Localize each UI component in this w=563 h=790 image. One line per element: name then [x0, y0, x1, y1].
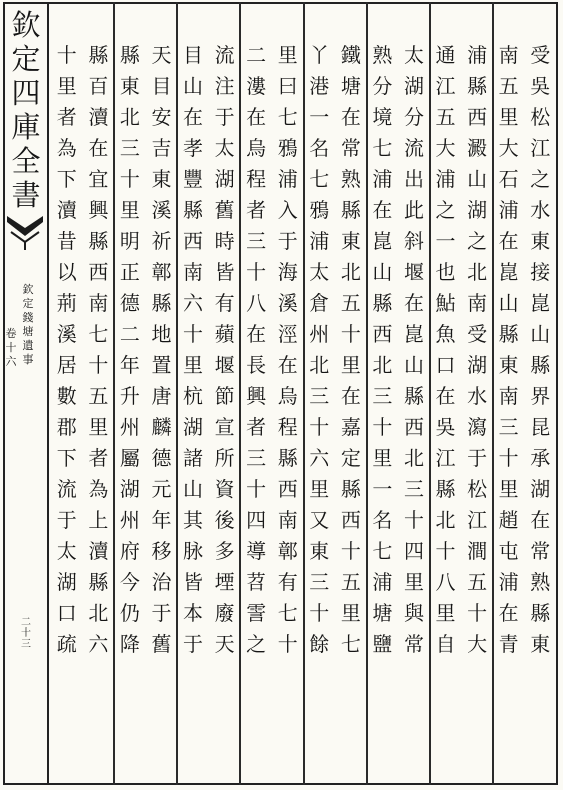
column-rule	[239, 2, 241, 785]
page-number: 二 十 三	[21, 617, 31, 650]
text-column: 縣 百 瀆 在 宜 興 縣 西 南 七 十 五 里 者 為 上 瀆 縣 北 六	[88, 43, 109, 656]
volume-number: 卷 十 六	[5, 327, 17, 368]
column-rule	[113, 2, 115, 785]
text-column: 鐵 塘 在 常 熟 縣 東 北 五 十 里 在 嘉 定 縣 西 十 五 里 七	[340, 43, 361, 656]
column-rule	[176, 2, 178, 785]
book-title-margin: 欽 定 錢 塘 遺 事	[22, 283, 34, 366]
text-column: 受 吳 松 江 之 水 東 接 崑 山 縣 界 昆 承 湖 在 常 熟 縣 東	[530, 43, 551, 656]
text-column: 通 江 五 大 浦 之 一 也 鮎 魚 口 在 吳 江 縣 北 十 八 里 自	[435, 43, 456, 656]
text-column: 十 里 者 為 下 瀆 昔 以 荊 溪 居 數 郡 下 流 于 太 湖 口 疏	[56, 43, 77, 656]
text-column: 太 湖 分 流 出 此 斜 堰 在 崑 山 縣 西 北 三 十 四 里 與 常	[403, 43, 424, 656]
text-column: 二 漊 在 烏 程 者 三 十 八 在 長 興 者 三 十 四 導 苕 霅 之	[246, 43, 267, 656]
text-column: 天 目 安 吉 東 溪 祈 鄣 縣 地 置 唐 麟 德 元 年 移 治 于 舊	[151, 43, 172, 656]
column-rule	[429, 2, 431, 785]
text-column: 南 五 里 大 石 浦 在 崑 山 縣 東 南 三 十 里 趙 屯 浦 在 青	[498, 43, 519, 656]
fishtail-ornament-icon	[5, 212, 45, 252]
text-column: 目 山 在 孝 豐 縣 西 南 六 十 里 杭 湖 諸 山 其 脉 皆 本 于	[183, 43, 204, 656]
text-column: 熟 分 境 七 浦 在 崑 山 縣 西 北 三 十 里 一 名 七 浦 塘 鹽	[372, 43, 393, 656]
text-column: 縣 東 北 三 十 里 明 正 德 二 年 升 州 屬 湖 州 府 今 仍 降	[119, 43, 140, 656]
text-column: 流 注 于 太 湖 舊 時 皆 有 蘋 堰 節 宣 所 資 後 多 堙 廢 天	[214, 43, 235, 656]
column-rule	[492, 2, 494, 785]
column-rule	[303, 2, 305, 785]
text-column: 里 曰 七 鴉 浦 入 于 海 溪 涇 在 烏 程 縣 西 南 鄣 有 七 十	[277, 43, 298, 656]
page-title: 欽 定 四 庫 全 書	[11, 8, 41, 212]
text-column: 丫 港 一 名 七 鴉 浦 太 倉 州 北 三 十 六 里 又 東 三 十 餘	[309, 43, 330, 656]
text-column: 浦 縣 西 澱 山 湖 之 北 南 受 湖 水 瀉 于 松 江 澗 五 十 大	[467, 43, 488, 656]
column-rule	[366, 2, 368, 785]
